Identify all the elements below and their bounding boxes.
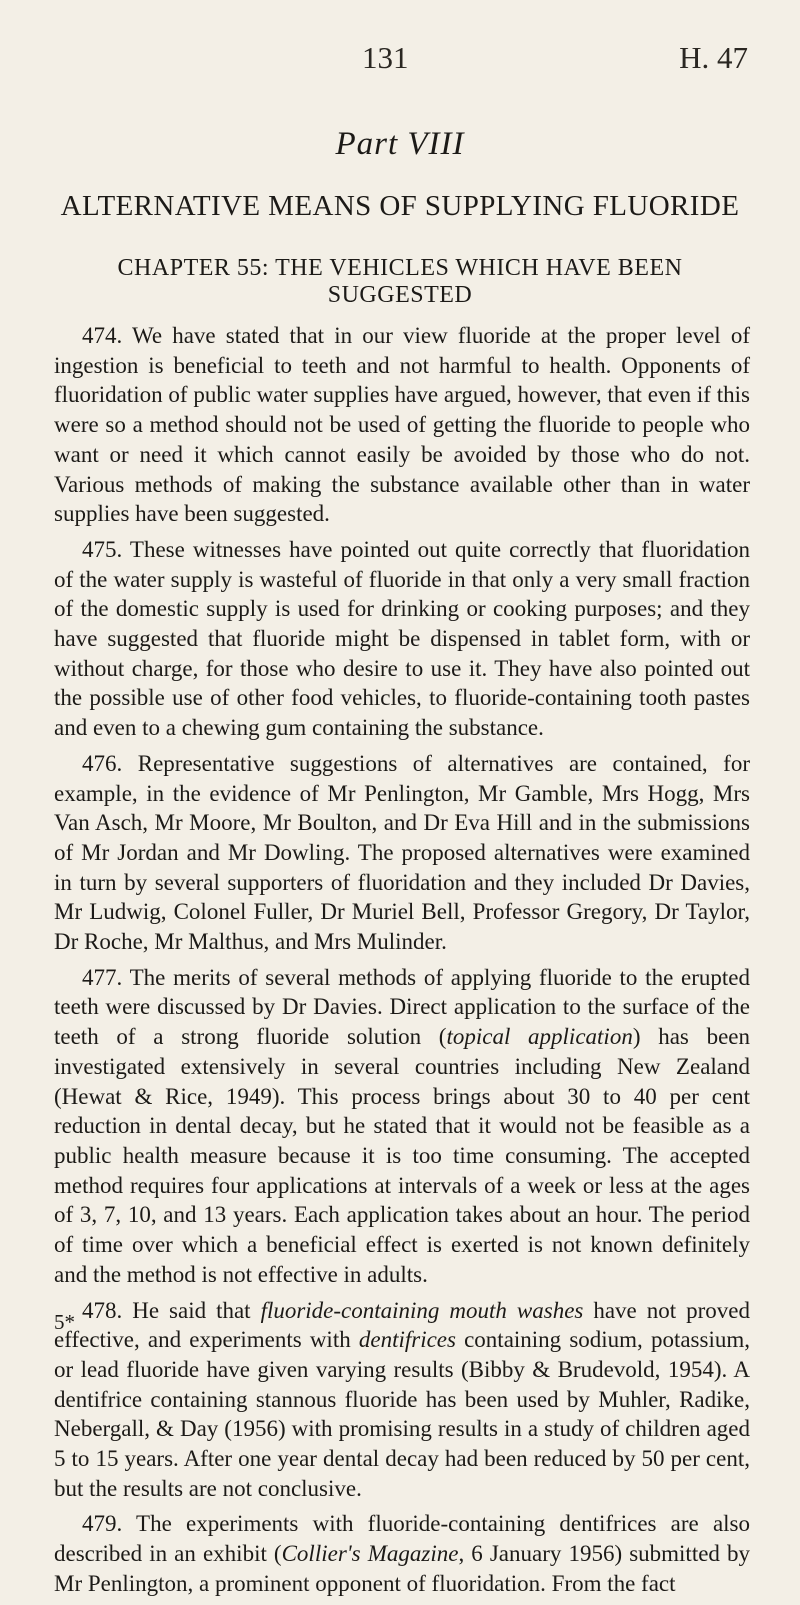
paragraph-478-text-end: containing sodium, potassium, or lead fluoride have given varying results (Bibby & Brudevold, 1954). A dentifrice containing stannous fluoride has been used by Muhler, Radike, Nebergall, & Day (1956) with promising results in a study of children aged 5 to 15 years. After one year dental decay had been reduced by 50 per cent, but the results are not conclusive. xyxy=(54,1327,750,1501)
page-number: 131 xyxy=(362,40,409,75)
main-title: ALTERNATIVE MEANS OF SUPPLYING FLUORIDE xyxy=(60,190,740,222)
paragraph-474: 474. We have stated that in our view fluoride at the proper level of ingestion is beneficial to teeth and not harmful to health. Opponents of fluoridation of public water supplies have argued, however, that even if this were so a method should not be used of getting the fluoride to people who want or need it which cannot easily be avoided by those who do not. Various methods of making the substance available other than in water supplies have been suggested. xyxy=(54,323,750,527)
paragraph-479-italic-term: Collier's Magazine xyxy=(281,1541,459,1567)
paragraph-478 xyxy=(54,1296,750,1504)
paragraph-479 xyxy=(54,1509,750,1598)
paragraph-475: 475. These witnesses have pointed out quite correctly that fluoridation of the water supply is wasteful of fluoride in that only a very small fraction of the domestic supply is used for drinking or cooking purposes; and they have suggested that fluoride might be dispensed in tablet form, with or without charge, for those who desire to use it. They have also pointed out the possible use of other food vehicles, to fluoride-containing tooth pastes and even to a chewing gum containing the substance. xyxy=(54,536,750,741)
paragraph-476: 476. Representative suggestions of alternatives are contained, for example, in the evidence of Mr Penlington, Mr Gamble, Mrs Hogg, Mrs Van Asch, Mr Moore, Mr Boulton, and Dr Eva Hill and in the submissions of Mr Jordan and Mr Dowling. The proposed alternatives were examined in turn by several supporters of fluoridation and they included Dr Davies, Mr Ludwig, Colonel Fuller, Dr Muriel Bell, Professor Gregory, Dr Taylor, Dr Roche, Mr Malthus, and Mrs Mulinder. xyxy=(54,750,750,955)
printer-signature-mark: 5* xyxy=(54,1310,75,1334)
chapter-title: CHAPTER 55: THE VEHICLES WHICH HAVE BEEN SUGGESTED xyxy=(117,255,683,308)
paragraph-477-text-end: ) has been investigated extensively in several countries including New Zealand (Hewat & Rice, 1949). This process brings about 30 to 40 per cent reduction in dental decay, but he stated that it would not be feasible as a public health measure because it is too time consuming. The accepted method requires four applications at intervals of a week or less at the ages of 3, 7, 10, and 13 years. Each application takes about an hour. The period of time over which a beneficial effect is exerted is not known definitely and the method is not effective in adults. xyxy=(54,1024,750,1287)
paragraph-478-italic-term-1: fluoride-containing mouth washes xyxy=(260,1297,584,1323)
paragraph-479-text-start: 479. The experiments with fluoride-containing dentifrices are also described in an exhibit ( xyxy=(54,1511,750,1567)
part-title: Part VIII xyxy=(335,126,465,162)
paragraph-479-text-end: , 6 January 1956) submitted by Mr Penlington, a prominent opponent of fluoridation. From the fact xyxy=(54,1541,751,1596)
paragraph-478-italic-term-2: dentifrices xyxy=(358,1327,456,1353)
paragraph-477-text-start: 477. The merits of several methods of applying fluoride to the erupted teeth were discussed by Dr Davies. Direct application to the surface of the teeth of a strong fluoride solution ( xyxy=(54,964,750,1050)
paragraph-477-italic-term: topical application xyxy=(446,1024,633,1050)
document-reference: H. 47 xyxy=(679,40,748,75)
paragraph-478-text-middle: have not proved effective, and experiments with xyxy=(54,1297,750,1353)
body-text xyxy=(54,321,750,1605)
running-head xyxy=(52,40,748,80)
paragraph-478-text-start: 478. He said that xyxy=(82,1297,261,1323)
paragraph-477 xyxy=(54,963,750,1290)
